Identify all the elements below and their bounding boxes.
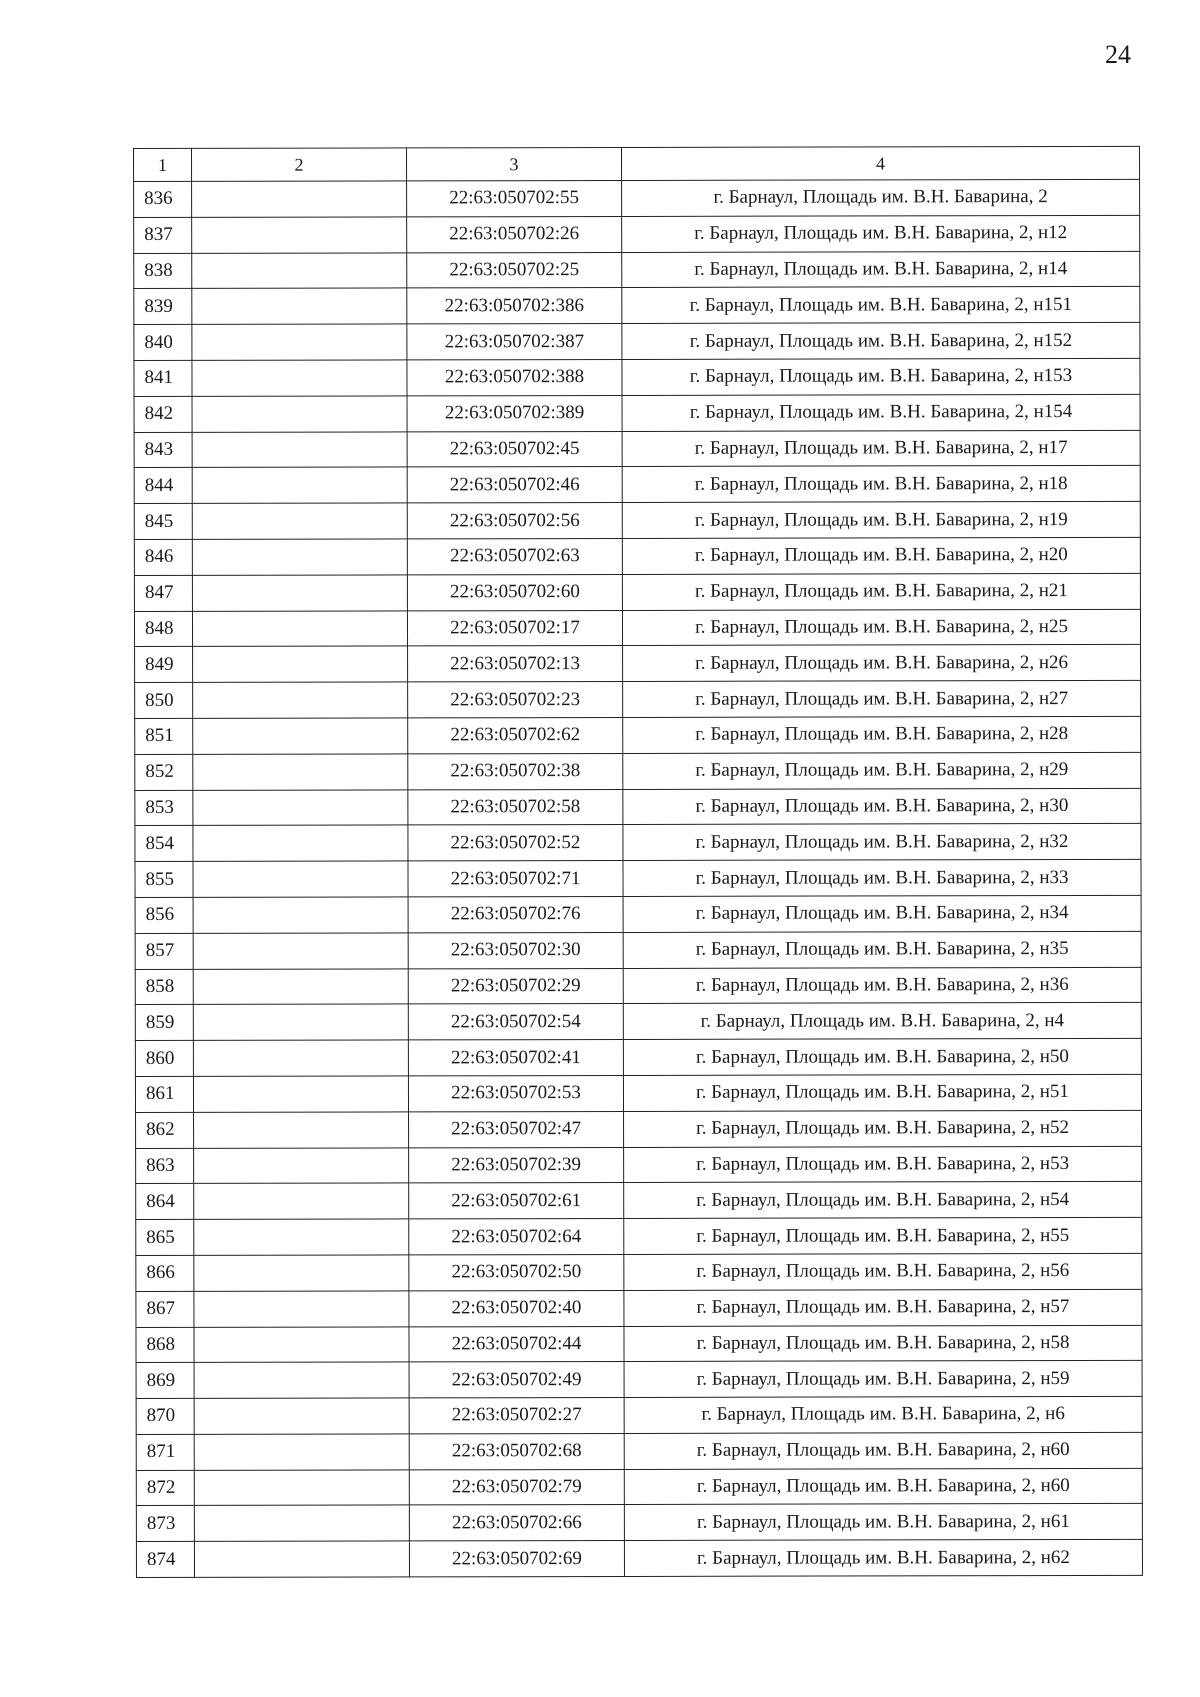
row-number-cell: 873 [136,1506,194,1542]
row-number-cell: 841 [134,360,192,396]
cadastral-number-cell: 22:63:050702:61 [409,1183,624,1219]
table-row [136,1146,1142,1184]
row-name-cell [194,1112,409,1148]
row-name-cell [192,503,407,539]
cadastral-number-cell: 22:63:050702:53 [408,1075,623,1111]
address-cell: г. Барнаул, Площадь им. В.Н. Баварина, 2, н35 [623,931,1141,968]
row-number-cell: 861 [135,1076,193,1112]
cadastral-number-cell: 22:63:050702:68 [409,1433,624,1469]
cadastral-number-cell: 22:63:050702:27 [409,1398,624,1434]
row-number-cell: 848 [134,611,192,647]
row-number-cell: 869 [136,1363,194,1399]
row-name-cell [193,933,408,969]
row-name-cell [193,1004,408,1040]
cadastral-number-cell: 22:63:050702:44 [409,1326,624,1362]
address-cell: г. Барнаул, Площадь им. В.Н. Баварина, 2, н60 [624,1432,1142,1469]
row-name-cell [192,396,407,432]
column-header-address: 4 [622,146,1140,180]
row-name-cell [194,1505,409,1541]
row-name-cell [192,181,407,217]
address-cell: г. Барнаул, Площадь им. В.Н. Баварина, 2, н57 [624,1289,1142,1326]
row-name-cell [192,288,407,324]
address-cell: г. Барнаул, Площадь им. В.Н. Баварина, 2, н19 [622,502,1140,539]
table-row [134,215,1140,253]
address-cell: г. Барнаул, Площадь им. В.Н. Баварина, 2, н154 [622,394,1140,431]
table-row [136,1253,1142,1291]
address-cell: г. Барнаул, Площадь им. В.Н. Баварина, 2, н17 [622,430,1140,467]
row-number-cell: 868 [136,1327,194,1363]
address-cell: г. Барнаул, Площадь им. В.Н. Баварина, 2, н4 [623,1003,1141,1040]
cadastral-number-cell: 22:63:050702:17 [407,610,622,646]
cadastral-number-cell: 22:63:050702:386 [407,288,622,324]
table-row [134,179,1140,217]
table-row [134,251,1140,289]
address-cell: г. Барнаул, Площадь им. В.Н. Баварина, 2, н52 [624,1110,1142,1147]
table-row [134,287,1140,325]
row-name-cell [193,1076,408,1112]
address-cell: г. Барнаул, Площадь им. В.Н. Баварина, 2, н55 [624,1217,1142,1254]
row-name-cell [194,1362,409,1398]
table-body [134,179,1143,1577]
address-cell: г. Барнаул, Площадь им. В.Н. Баварина, 2, н152 [622,323,1140,360]
row-name-cell [193,789,408,825]
cadastral-number-cell: 22:63:050702:76 [408,896,623,932]
cadastral-number-cell: 22:63:050702:26 [407,216,622,252]
cadastral-number-cell: 22:63:050702:52 [408,825,623,861]
cadastral-number-cell: 22:63:050702:55 [407,180,622,216]
table-row [135,716,1141,754]
address-cell: г. Барнаул, Площадь им. В.Н. Баварина, 2, н61 [624,1504,1142,1541]
address-cell: г. Барнаул, Площадь им. В.Н. Баварина, 2, н18 [622,466,1140,503]
row-number-cell: 857 [135,933,193,969]
row-name-cell [192,575,407,611]
address-cell: г. Барнаул, Площадь им. В.Н. Баварина, 2, н62 [624,1540,1142,1577]
table-row [135,752,1141,790]
address-cell: г. Барнаул, Площадь им. В.Н. Баварина, 2, н25 [622,609,1140,646]
table-row [136,1361,1142,1399]
address-cell: г. Барнаул, Площадь им. В.Н. Баварина, 2, н6 [624,1396,1142,1433]
cadastral-number-cell: 22:63:050702:40 [409,1290,624,1326]
table-row [136,1110,1142,1148]
column-header-name: 2 [192,148,407,181]
address-cell: г. Барнаул, Площадь им. В.Н. Баварина, 2, н151 [622,287,1140,324]
row-name-cell [194,1147,409,1183]
row-name-cell [194,1219,409,1255]
row-name-cell [192,217,407,253]
table-row [136,1182,1142,1220]
table-row [135,860,1141,898]
table-row [135,681,1141,719]
cadastral-number-cell: 22:63:050702:62 [408,717,623,753]
address-cell: г. Барнаул, Площадь им. В.Н. Баварина, 2, н27 [623,681,1141,718]
address-cell: г. Барнаул, Площадь им. В.Н. Баварина, 2, н30 [623,788,1141,825]
row-number-cell: 850 [135,683,193,719]
row-name-cell [192,467,407,503]
row-name-cell [193,646,408,682]
row-number-cell: 864 [136,1184,194,1220]
cadastral-number-cell: 22:63:050702:46 [407,467,622,503]
table-row [135,1039,1141,1077]
cadastral-number-cell: 22:63:050702:13 [408,646,623,682]
cadastral-number-cell: 22:63:050702:79 [409,1469,624,1505]
table-row [136,1289,1142,1327]
table-row [134,394,1140,432]
row-number-cell: 858 [135,969,193,1005]
row-name-cell [194,1398,409,1434]
cadastral-number-cell: 22:63:050702:69 [409,1541,624,1577]
table-row [135,1074,1141,1112]
table-row [135,824,1141,862]
row-number-cell: 853 [135,790,193,826]
address-cell: г. Барнаул, Площадь им. В.Н. Баварина, 2, н51 [623,1074,1141,1111]
address-cell: г. Барнаул, Площадь им. В.Н. Баварина, 2, н20 [622,537,1140,574]
table-row [135,645,1141,683]
cadastral-number-cell: 22:63:050702:387 [407,324,622,360]
address-cell: г. Барнаул, Площадь им. В.Н. Баварина, 2, н26 [623,645,1141,682]
row-number-cell: 863 [136,1148,194,1184]
table-row [135,788,1141,826]
row-name-cell [192,324,407,360]
row-number-cell: 844 [134,468,192,504]
cadastral-number-cell: 22:63:050702:58 [408,789,623,825]
address-cell: г. Барнаул, Площадь им. В.Н. Баварина, 2, н28 [623,716,1141,753]
row-number-cell: 862 [136,1112,194,1148]
address-cell: г. Барнаул, Площадь им. В.Н. Баварина, 2, н32 [623,824,1141,861]
row-number-cell: 847 [134,575,192,611]
address-cell: г. Барнаул, Площадь им. В.Н. Баварина, 2, н36 [623,967,1141,1004]
address-cell: г. Барнаул, Площадь им. В.Н. Баварина, 2, н153 [622,358,1140,395]
cadastral-number-cell: 22:63:050702:63 [407,538,622,574]
row-number-cell: 856 [135,897,193,933]
row-number-cell: 839 [134,289,192,325]
row-number-cell: 840 [134,325,192,361]
table-row [136,1432,1142,1470]
row-number-cell: 871 [136,1434,194,1470]
row-name-cell [194,1255,409,1291]
address-cell: г. Барнаул, Площадь им. В.Н. Баварина, 2, н33 [623,860,1141,897]
row-name-cell [194,1434,409,1470]
row-number-cell: 846 [134,539,192,575]
table-row [136,1468,1142,1506]
row-name-cell [193,968,408,1004]
cadastral-number-cell: 22:63:050702:388 [407,359,622,395]
address-cell: г. Барнаул, Площадь им. В.Н. Баварина, 2, н34 [623,895,1141,932]
cadastral-number-cell: 22:63:050702:23 [408,682,623,718]
address-cell: г. Барнаул, Площадь им. В.Н. Баварина, 2, н29 [623,752,1141,789]
row-number-cell: 865 [136,1219,194,1255]
cadastral-number-cell: 22:63:050702:41 [408,1040,623,1076]
row-name-cell [193,1040,408,1076]
table-row [136,1396,1142,1434]
address-cell: г. Барнаул, Площадь им. В.Н. Баварина, 2, н14 [622,251,1140,288]
row-number-cell: 854 [135,826,193,862]
table-row [136,1325,1142,1363]
table-row [134,358,1140,396]
address-cell: г. Барнаул, Площадь им. В.Н. Баварина, 2, н56 [624,1253,1142,1290]
row-name-cell [193,825,408,861]
row-name-cell [193,897,408,933]
cadastral-number-cell: 22:63:050702:45 [407,431,622,467]
cadastral-number-cell: 22:63:050702:39 [409,1147,624,1183]
address-cell: г. Барнаул, Площадь им. В.Н. Баварина, 2, н12 [622,215,1140,252]
cadastral-number-cell: 22:63:050702:64 [409,1219,624,1255]
table-row [134,609,1140,647]
row-name-cell [192,539,407,575]
row-number-cell: 874 [136,1542,194,1578]
table-row [134,466,1140,504]
row-name-cell [194,1183,409,1219]
table-row [136,1217,1142,1255]
row-number-cell: 838 [134,253,192,289]
address-cell: г. Барнаул, Площадь им. В.Н. Баварина, 2, н53 [624,1146,1142,1183]
table-row [135,931,1141,969]
cadastral-number-cell: 22:63:050702:38 [408,753,623,789]
row-number-cell: 867 [136,1291,194,1327]
row-name-cell [192,432,407,468]
address-cell: г. Барнаул, Площадь им. В.Н. Баварина, 2, н50 [623,1039,1141,1076]
cadastral-number-cell: 22:63:050702:30 [408,932,623,968]
column-header-cadastral: 3 [407,147,622,180]
cadastral-number-cell: 22:63:050702:50 [409,1254,624,1290]
row-name-cell [194,1291,409,1327]
row-number-cell: 872 [136,1470,194,1506]
row-number-cell: 843 [134,432,192,468]
column-header-number: 1 [134,148,192,181]
table-row [134,323,1140,361]
row-number-cell: 836 [134,181,192,217]
cadastral-number-cell: 22:63:050702:54 [408,1004,623,1040]
row-name-cell [192,360,407,396]
table-row [135,895,1141,933]
row-number-cell: 845 [134,504,192,540]
cadastral-number-cell: 22:63:050702:71 [408,861,623,897]
row-name-cell [194,1470,409,1506]
address-cell: г. Барнаул, Площадь им. В.Н. Баварина, 2 [622,179,1140,216]
row-number-cell: 849 [135,647,193,683]
table-row [134,573,1140,611]
row-number-cell: 866 [136,1255,194,1291]
row-number-cell: 870 [136,1398,194,1434]
table-row [134,537,1140,575]
cadastral-number-cell: 22:63:050702:60 [407,574,622,610]
row-name-cell [192,610,407,646]
row-name-cell [193,861,408,897]
table-row [135,1003,1141,1041]
cadastral-number-cell: 22:63:050702:47 [409,1111,624,1147]
row-name-cell [192,253,407,289]
address-cell: г. Барнаул, Площадь им. В.Н. Баварина, 2, н60 [624,1468,1142,1505]
table-row [134,502,1140,540]
cadastral-number-cell: 22:63:050702:29 [408,968,623,1004]
row-name-cell [193,754,408,790]
row-name-cell [193,682,408,718]
table-row [135,967,1141,1005]
property-registry-table [133,146,1143,1578]
row-number-cell: 859 [135,1005,193,1041]
address-cell: г. Барнаул, Площадь им. В.Н. Баварина, 2, н58 [624,1325,1142,1362]
address-cell: г. Барнаул, Площадь им. В.Н. Баварина, 2, н21 [622,573,1140,610]
table-row [134,430,1140,468]
cadastral-number-cell: 22:63:050702:389 [407,395,622,431]
cadastral-number-cell: 22:63:050702:66 [409,1505,624,1541]
address-cell: г. Барнаул, Площадь им. В.Н. Баварина, 2, н54 [624,1182,1142,1219]
row-name-cell [194,1541,409,1577]
table-row [136,1540,1142,1578]
header-row [134,146,1140,181]
page-number: 24 [1105,40,1131,69]
row-name-cell [194,1326,409,1362]
row-number-cell: 842 [134,396,192,432]
row-number-cell: 852 [135,754,193,790]
row-number-cell: 851 [135,718,193,754]
row-number-cell: 855 [135,862,193,898]
cadastral-number-cell: 22:63:050702:49 [409,1362,624,1398]
cadastral-number-cell: 22:63:050702:25 [407,252,622,288]
table-header [134,146,1140,181]
row-name-cell [193,718,408,754]
table-row [136,1504,1142,1542]
row-number-cell: 860 [135,1041,193,1077]
cadastral-number-cell: 22:63:050702:56 [407,503,622,539]
row-number-cell: 837 [134,217,192,253]
address-cell: г. Барнаул, Площадь им. В.Н. Баварина, 2, н59 [624,1361,1142,1398]
